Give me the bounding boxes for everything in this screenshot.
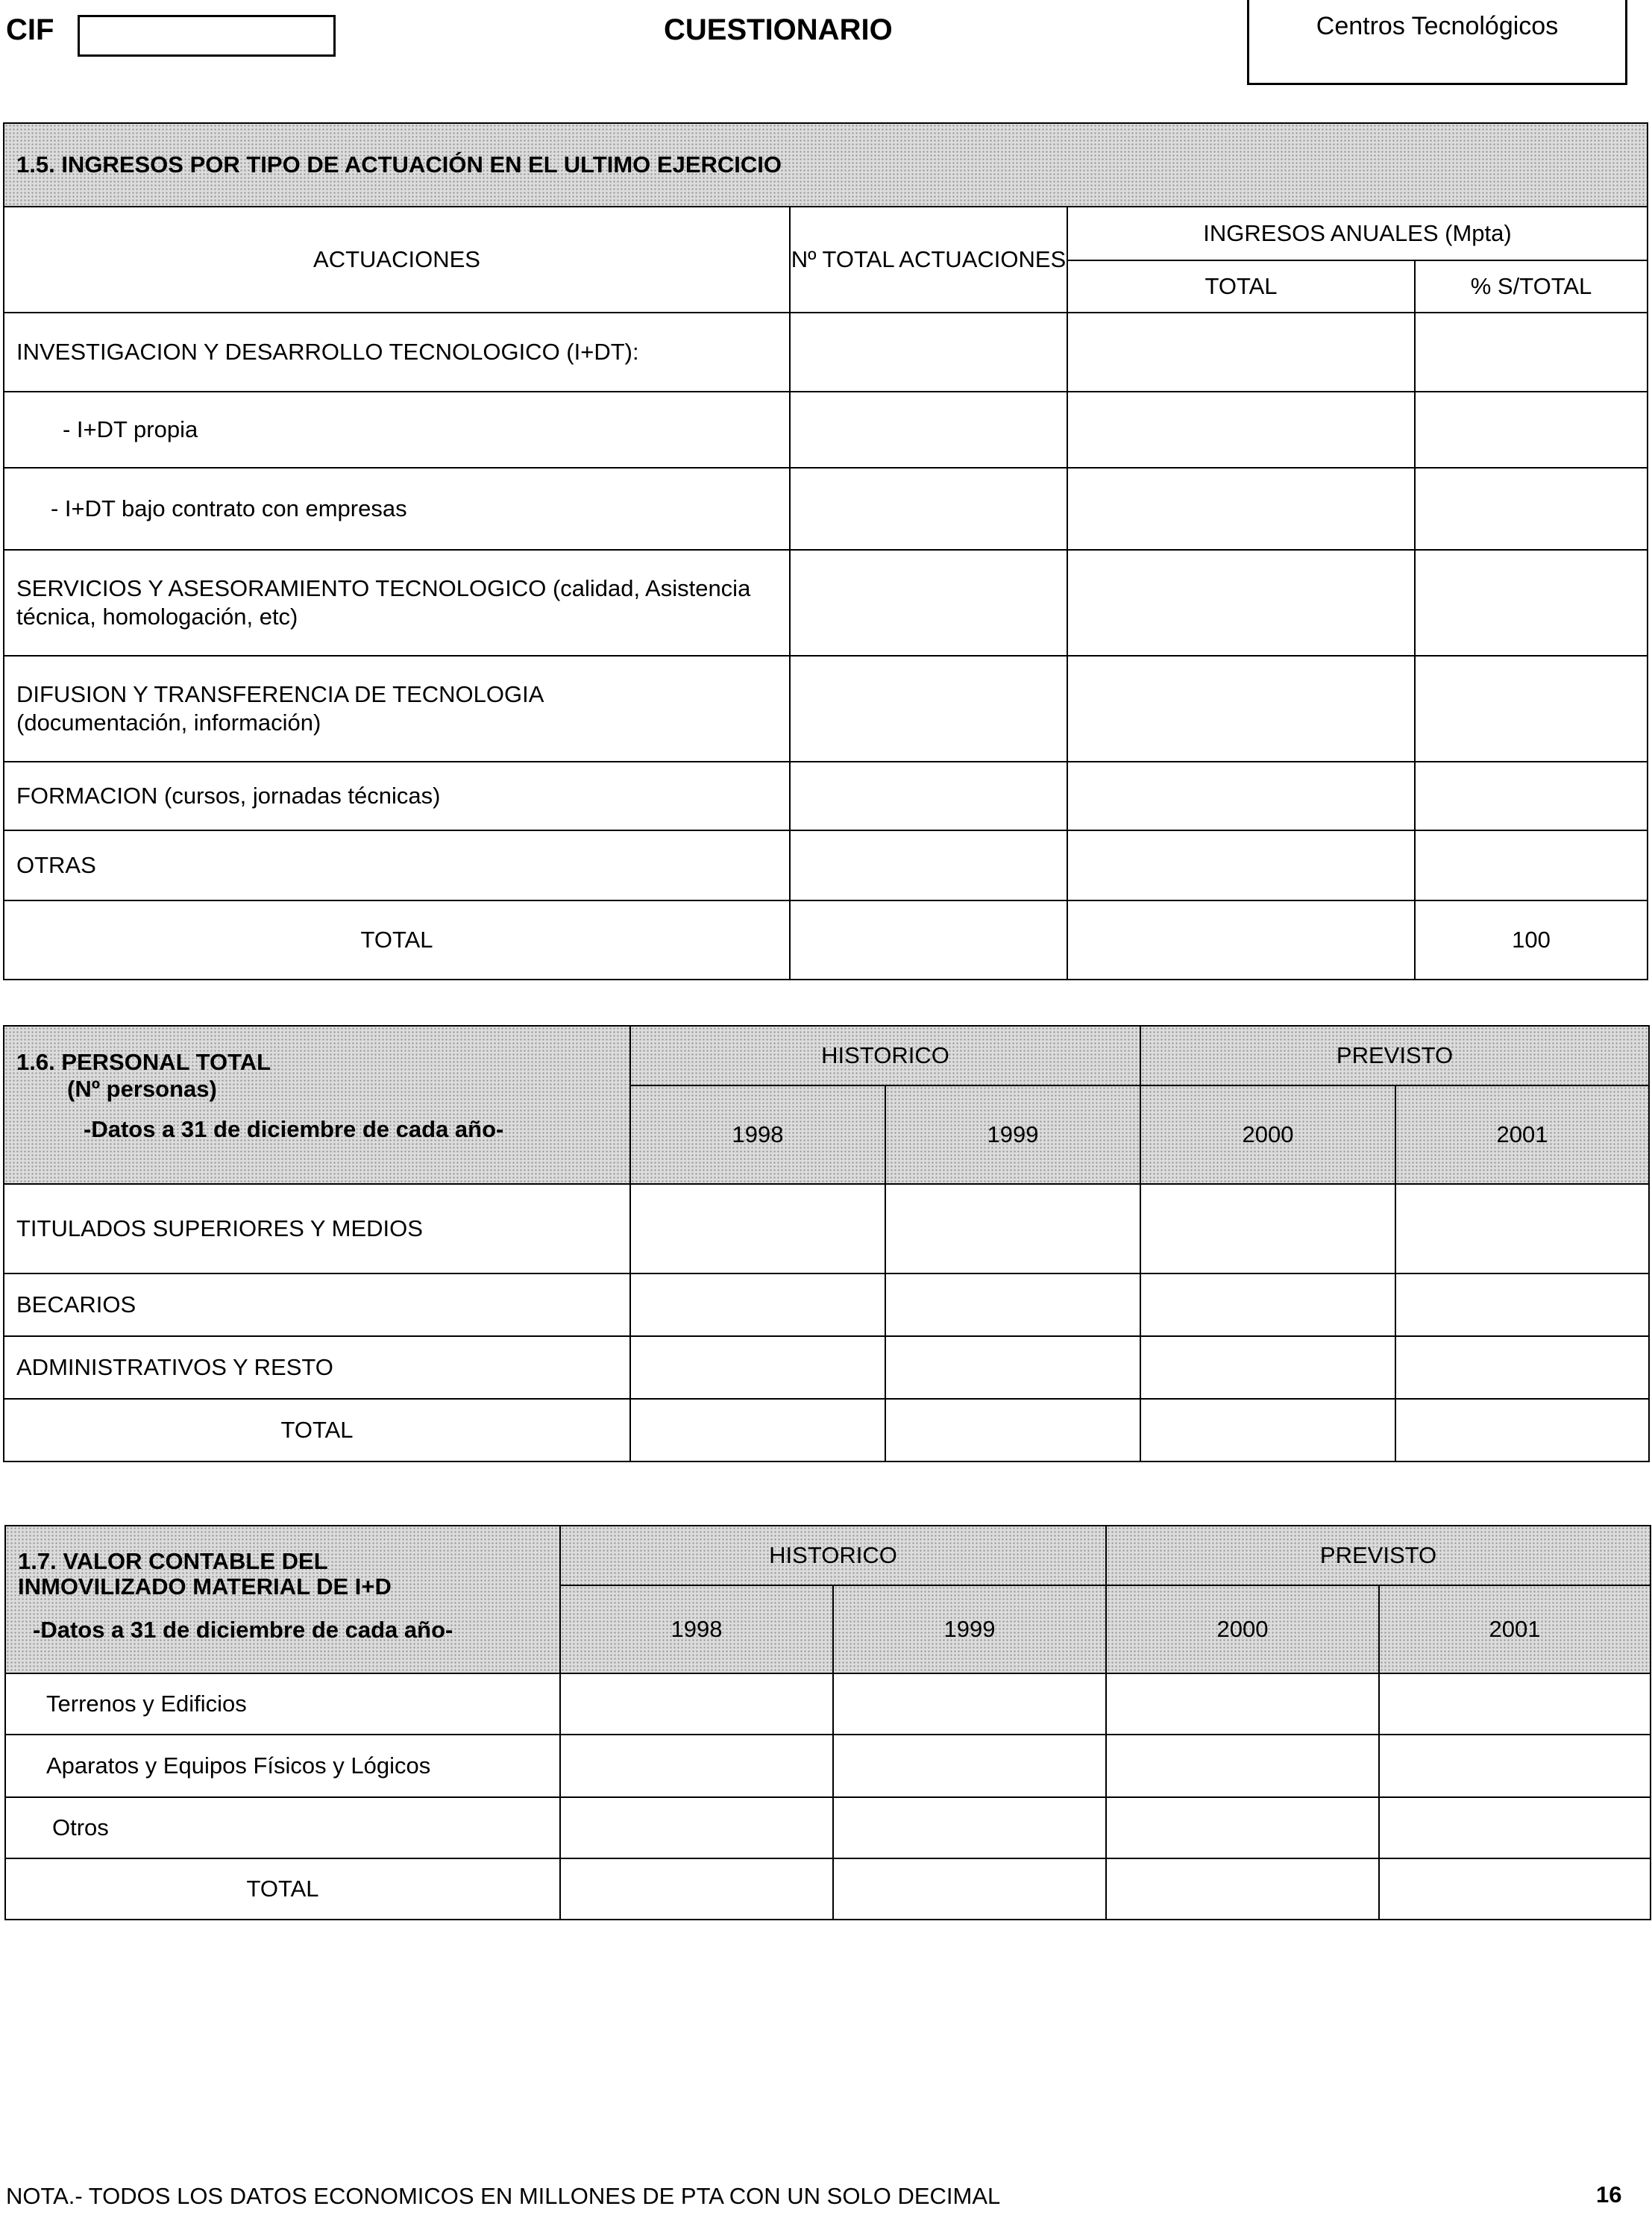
input-cell[interactable] (885, 1273, 1140, 1336)
input-cell[interactable] (790, 762, 1067, 830)
year-header: 1999 (885, 1085, 1140, 1184)
input-cell[interactable] (1395, 1184, 1649, 1273)
input-cell[interactable] (1106, 1858, 1379, 1920)
input-cell[interactable] (1140, 1184, 1395, 1273)
input-cell[interactable] (1140, 1273, 1395, 1336)
input-cell[interactable] (1106, 1673, 1379, 1735)
input-cell[interactable] (1106, 1797, 1379, 1858)
input-cell[interactable] (1379, 1673, 1651, 1735)
input-cell[interactable] (1415, 468, 1648, 550)
input-cell[interactable] (1415, 550, 1648, 656)
historico-header: HISTORICO (560, 1526, 1106, 1585)
input-cell[interactable] (1415, 392, 1648, 468)
input-cell[interactable] (1379, 1858, 1651, 1920)
row-label: - I+DT bajo contrato con empresas (4, 468, 790, 550)
category-box (1247, 0, 1627, 85)
row-label: DIFUSION Y TRANSFERENCIA DE TECNOLOGIA (documentación, información) (4, 656, 790, 762)
input-cell[interactable] (1415, 656, 1648, 762)
historico-header: HISTORICO (630, 1026, 1140, 1085)
previsto-header: PREVISTO (1140, 1026, 1649, 1085)
input-cell[interactable] (1067, 900, 1415, 980)
input-cell[interactable] (790, 313, 1067, 392)
column-header-ingresos: INGRESOS ANUALES (Mpta) (1067, 207, 1648, 260)
year-header: 1998 (630, 1085, 885, 1184)
section-subtitle: (Nº personas) (67, 1076, 217, 1102)
row-label: Aparatos y Equipos Físicos y Lógicos (5, 1735, 560, 1797)
input-cell[interactable] (1140, 1336, 1395, 1399)
row-label: SERVICIOS Y ASESORAMIENTO TECNOLOGICO (calidad, Asistencia técnica, homologación, etc) (4, 550, 790, 656)
input-cell[interactable] (630, 1336, 885, 1399)
input-cell[interactable] (1395, 1399, 1649, 1461)
input-cell[interactable] (560, 1858, 833, 1920)
row-label: Terrenos y Edificios (5, 1673, 560, 1735)
input-cell[interactable] (885, 1399, 1140, 1461)
input-cell[interactable] (1067, 313, 1415, 392)
row-label: INVESTIGACION Y DESARROLLO TECNOLOGICO (I+DT): (4, 313, 790, 392)
total-label: TOTAL (5, 1858, 560, 1920)
year-header: 2000 (1106, 1585, 1379, 1673)
section-header (4, 1026, 630, 1184)
row-label: - I+DT propia (4, 392, 790, 468)
input-cell[interactable] (790, 830, 1067, 900)
section-title: 1.7. VALOR CONTABLE DEL INMOVILIZADO MATERIAL DE I+D (18, 1548, 392, 1600)
input-cell[interactable] (1140, 1399, 1395, 1461)
input-cell[interactable] (1415, 830, 1648, 900)
input-cell[interactable] (1106, 1735, 1379, 1797)
column-header-pct: % S/TOTAL (1415, 260, 1648, 313)
row-label: TITULADOS SUPERIORES Y MEDIOS (4, 1184, 630, 1273)
page-title: CUESTIONARIO (664, 13, 893, 46)
assets-table (4, 1525, 1651, 1920)
input-cell[interactable] (790, 468, 1067, 550)
total-label: TOTAL (4, 900, 790, 980)
input-cell[interactable] (630, 1184, 885, 1273)
column-header-actuaciones: ACTUACIONES (4, 207, 790, 313)
input-cell[interactable] (790, 656, 1067, 762)
row-label: OTRAS (4, 830, 790, 900)
previsto-header: PREVISTO (1106, 1526, 1651, 1585)
row-label: ADMINISTRATIVOS Y RESTO (4, 1336, 630, 1399)
input-cell[interactable] (1395, 1336, 1649, 1399)
year-header: 2001 (1379, 1585, 1651, 1673)
footer-note: NOTA.- TODOS LOS DATOS ECONOMICOS EN MILLONES DE PTA CON UN SOLO DECIMAL (6, 2183, 1001, 2209)
total-label: TOTAL (4, 1399, 630, 1461)
input-cell[interactable] (885, 1336, 1140, 1399)
section-note: -Datos a 31 de diciembre de cada año- (33, 1617, 453, 1643)
input-cell[interactable] (833, 1858, 1106, 1920)
cif-input[interactable] (78, 15, 336, 57)
year-header: 1999 (833, 1585, 1106, 1673)
column-header-total: TOTAL (1067, 260, 1415, 313)
row-label: FORMACION (cursos, jornadas técnicas) (4, 762, 790, 830)
pct-total-value: 100 (1415, 900, 1648, 980)
row-label: BECARIOS (4, 1273, 630, 1336)
input-cell[interactable] (560, 1673, 833, 1735)
input-cell[interactable] (560, 1797, 833, 1858)
input-cell[interactable] (1067, 550, 1415, 656)
page-number: 16 (1596, 2181, 1622, 2208)
year-header: 2000 (1140, 1085, 1395, 1184)
input-cell[interactable] (1067, 762, 1415, 830)
category-label: Centros Tecnológicos (1316, 12, 1559, 40)
input-cell[interactable] (1067, 468, 1415, 550)
section-title: 1.5. INGRESOS POR TIPO DE ACTUACIÓN EN EL ULTIMO EJERCICIO (4, 123, 1648, 207)
column-header-total-actuaciones: Nº TOTAL ACTUACIONES (790, 207, 1067, 313)
input-cell[interactable] (1395, 1273, 1649, 1336)
year-header: 1998 (560, 1585, 833, 1673)
input-cell[interactable] (630, 1399, 885, 1461)
row-label: Otros (5, 1797, 560, 1858)
input-cell[interactable] (1067, 830, 1415, 900)
input-cell[interactable] (630, 1273, 885, 1336)
income-by-activity-table (3, 122, 1648, 980)
section-note: -Datos a 31 de diciembre de cada año- (84, 1116, 504, 1142)
input-cell[interactable] (885, 1184, 1140, 1273)
input-cell[interactable] (833, 1797, 1106, 1858)
input-cell[interactable] (790, 900, 1067, 980)
input-cell[interactable] (1415, 313, 1648, 392)
input-cell[interactable] (833, 1673, 1106, 1735)
input-cell[interactable] (790, 550, 1067, 656)
input-cell[interactable] (790, 392, 1067, 468)
personnel-table (3, 1025, 1650, 1462)
input-cell[interactable] (1379, 1735, 1651, 1797)
year-header: 2001 (1395, 1085, 1649, 1184)
input-cell[interactable] (560, 1735, 833, 1797)
input-cell[interactable] (1379, 1797, 1651, 1858)
input-cell[interactable] (1415, 762, 1648, 830)
cif-label: CIF (6, 13, 54, 46)
input-cell[interactable] (1067, 656, 1415, 762)
section-title: 1.6. PERSONAL TOTAL (16, 1049, 271, 1075)
input-cell[interactable] (833, 1735, 1106, 1797)
section-header (5, 1526, 560, 1673)
input-cell[interactable] (1067, 392, 1415, 468)
